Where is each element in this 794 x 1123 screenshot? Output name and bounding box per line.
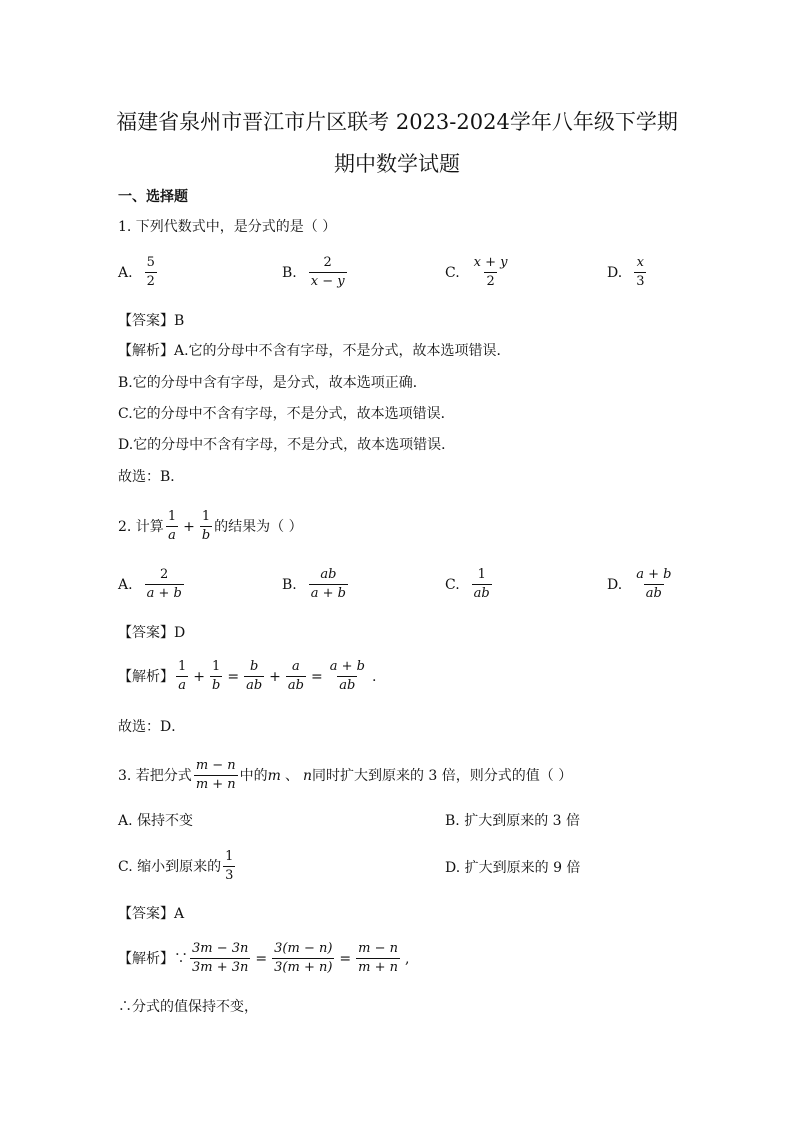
fraction: $\frac{3m - 3n}{3m + 3n}$ — [192, 941, 249, 975]
document-title-line2: 期中数学试题 — [334, 152, 460, 176]
fraction: $\frac{1}{b}$ — [201, 509, 211, 543]
q3-analysis: 【解析】∵ $\frac{3m - 3n}{3m + 3n}$ = $\frac{3(m - n)}{3(m + n)}$ = $\frac{m - n}{m + n}$ , — [118, 941, 410, 975]
option-letter: A. — [118, 576, 133, 593]
option-letter: B. — [282, 576, 297, 593]
q3-option-b[interactable]: B. 扩大到原来的 3 倍 — [445, 813, 580, 829]
q2-stem-prefix: 2. 计算 — [118, 518, 164, 535]
q3-stem-prefix: 3. 若把分式 — [118, 767, 192, 784]
q2-option-a[interactable] — [118, 566, 186, 603]
fraction: $\frac{m - n}{m + n}$ — [195, 758, 236, 792]
fraction: $\frac{1}{ab}$ — [473, 567, 490, 601]
q1-analysis-line: B.它的分母中含有字母，是分式，故本选项正确． — [118, 375, 427, 391]
q3-stem-suffix: 同时扩大到原来的 3 倍，则分式的值（ ） — [311, 767, 573, 784]
q2-answer: 【答案】D — [118, 625, 186, 641]
fraction: $\frac{3(m - n)}{3(m + n)}$ — [274, 941, 333, 975]
q3-option-c[interactable] — [118, 848, 237, 885]
q1-analysis-line: C.它的分母中不含有字母，不是分式，故本选项错误． — [118, 406, 455, 422]
fraction: $\frac{b}{ab}$ — [246, 659, 263, 693]
q3-stem — [118, 757, 572, 794]
q1-analysis-line: 【解析】A.它的分母中不含有字母，不是分式，故本选项错误． — [118, 343, 511, 359]
fraction: $\frac{x}{3}$ — [636, 255, 645, 289]
fraction: $\frac{a + b}{ab}$ — [636, 567, 672, 601]
fraction: $\frac{a + b}{ab}$ — [329, 659, 365, 693]
q2-analysis: 【解析】 $\frac{1}{a}$ + $\frac{1}{b}$ = $\frac{b}{ab}$ + $\frac{a}{ab}$ = $\frac{a + b}{ab}$ . — [118, 659, 377, 693]
separator: 、 — [284, 767, 299, 784]
fraction: $\frac{x + y}{2}$ — [473, 255, 508, 289]
q1-option-a[interactable] — [118, 254, 159, 291]
q2-stem-suffix: 的结果为（ ） — [214, 518, 303, 535]
q2-option-c[interactable] — [445, 566, 494, 603]
fraction: $\frac{m - n}{m + n}$ — [358, 941, 399, 975]
q1-option-b[interactable] — [282, 254, 349, 291]
q2-option-d[interactable] — [607, 566, 675, 603]
q1-analysis-line: D.它的分母中不含有字母，不是分式，故本选项错误． — [118, 437, 456, 453]
option-letter: A. — [118, 264, 133, 281]
q1-stem: 1. 下列代数式中，是分式的是（ ） — [118, 219, 337, 235]
q1-answer: 【答案】B — [118, 313, 185, 329]
q3-option-a[interactable]: A. 保持不变 — [118, 813, 194, 829]
variable-n: n — [302, 767, 312, 784]
option-letter: D. — [607, 576, 623, 593]
fraction: $\frac{2}{a + b}$ — [146, 567, 182, 601]
q2-conclusion: 故选：D． — [118, 719, 186, 735]
q1-option-c[interactable] — [445, 254, 512, 291]
analysis-label: 【解析】∵ — [118, 950, 188, 967]
option-letter: D. — [607, 264, 623, 281]
q1-option-d[interactable] — [607, 254, 648, 291]
option-letter: C. — [445, 576, 460, 593]
fraction: $\frac{ab}{a + b}$ — [310, 567, 346, 601]
fraction: $\frac{5}{2}$ — [146, 255, 155, 289]
fraction: $\frac{2}{x - y}$ — [310, 255, 345, 289]
fraction: $\frac{1}{a}$ — [178, 659, 187, 693]
q3-option-d[interactable]: D. 扩大到原来的 9 倍 — [445, 860, 581, 876]
fraction: $\frac{1}{b}$ — [212, 659, 221, 693]
q2-option-b[interactable] — [282, 566, 350, 603]
section-heading: 一、选择题 — [118, 189, 188, 205]
fraction: $\frac{a}{ab}$ — [287, 659, 304, 693]
variable-m: m — [267, 767, 281, 784]
q3-stem-middle: 中的 — [239, 767, 268, 784]
q3-option-c-text: C. 缩小到原来的 — [118, 858, 222, 875]
analysis-label: 【解析】 — [118, 668, 174, 685]
q2-stem: 2. 计算 $\frac{1}{a}$ + $\frac{1}{b}$ 的结果为（ ） — [118, 509, 303, 543]
option-letter: C. — [445, 264, 460, 281]
q3-answer: 【答案】A — [118, 906, 185, 922]
option-letter: B. — [282, 264, 297, 281]
q1-analysis-line: 故选：B． — [118, 469, 185, 485]
q3-conclusion: ∴分式的值保持不变， — [118, 999, 258, 1015]
fraction: $\frac{1}{3}$ — [225, 849, 234, 883]
fraction: $\frac{1}{a}$ — [167, 509, 177, 543]
document-title-line1: 福建省泉州市晋江市片区联考 2023-2024学年八年级下学期 — [116, 110, 678, 134]
